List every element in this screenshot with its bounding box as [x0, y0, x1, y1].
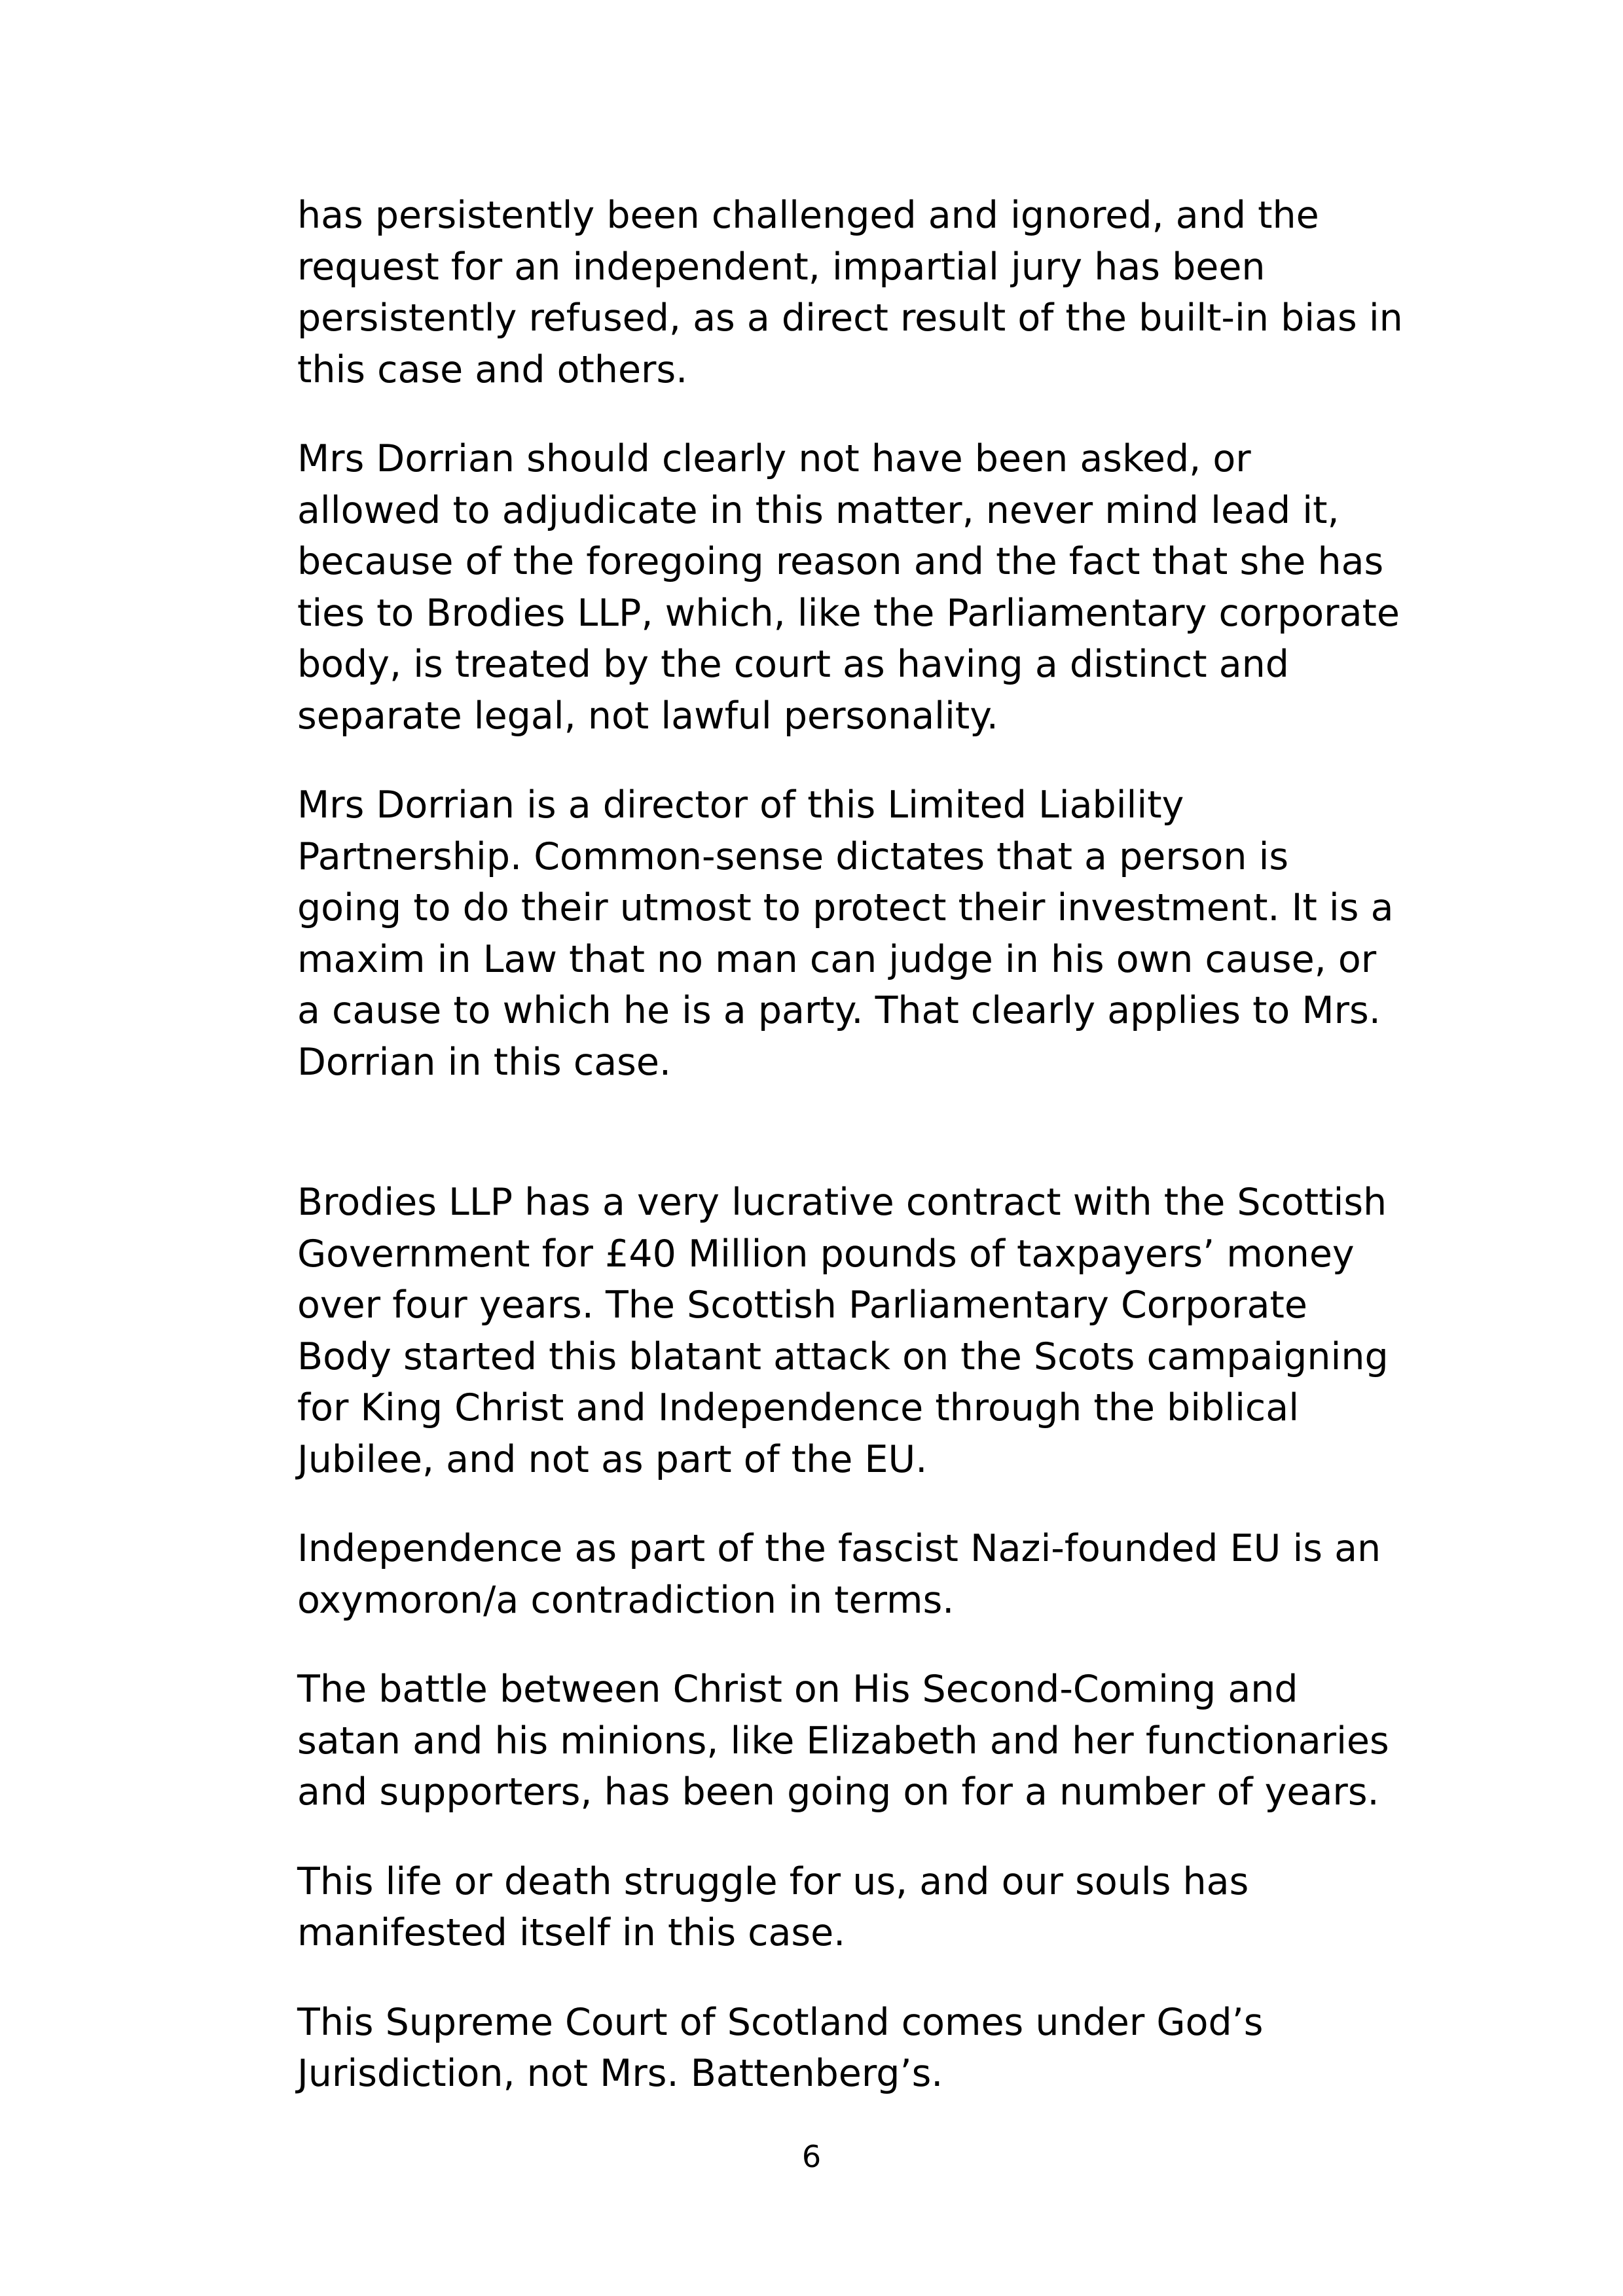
text-line: Partnership. Common-sense dictates that a person is: [297, 834, 1289, 878]
paragraph: [297, 780, 1476, 1088]
text-line: for King Christ and Independence through the biblical: [297, 1386, 1300, 1429]
text-line: satan and his minions, like Elizabeth and her functionaries: [297, 1719, 1389, 1763]
text-line: Mrs Dorrian is a director of this Limited Liability: [297, 783, 1184, 827]
page-number: 6: [801, 2139, 822, 2174]
text-line: The battle between Christ on His Second-Coming and: [297, 1668, 1298, 1711]
paragraph: [297, 1523, 1476, 1626]
text-line: and supporters, has been going on for a number of years.: [297, 1770, 1379, 1814]
text-line: Jurisdiction, not Mrs. Battenberg’s.: [297, 2052, 943, 2095]
paragraph: [297, 433, 1476, 742]
text-line: body, is treated by the court as having a distinct and: [297, 643, 1289, 686]
text-line: has persistently been challenged and ignored, and the: [297, 194, 1319, 237]
text-line: Body started this blatant attack on the Scots campaigning: [297, 1335, 1389, 1378]
text-line: Mrs Dorrian should clearly not have been asked, or: [297, 437, 1251, 480]
text-line: request for an independent, impartial jury has been: [297, 245, 1266, 289]
text-line: because of the foregoing reason and the fact that she has: [297, 540, 1384, 583]
text-line: allowed to adjudicate in this matter, never mind lead it,: [297, 488, 1340, 532]
text-line: Dorrian in this case.: [297, 1040, 672, 1084]
text-line: This life or death struggle for us, and our souls has: [297, 1859, 1249, 1903]
text-line: ties to Brodies LLP, which, like the Parliamentary corporate: [297, 591, 1400, 635]
text-line: Government for £40 Million pounds of taxpayers’ money: [297, 1232, 1355, 1276]
paragraph: [297, 1664, 1476, 1818]
paragraph: [297, 190, 1476, 395]
text-line: Independence as part of the fascist Nazi-founded EU is an: [297, 1527, 1381, 1570]
text-line: this case and others.: [297, 348, 688, 391]
paragraph: [297, 1177, 1476, 1485]
text-line: Jubilee, and not as part of the EU.: [297, 1437, 928, 1481]
text-line: separate legal, not lawful personality.: [297, 694, 998, 738]
text-line: going to do their utmost to protect their investment. It is a: [297, 886, 1394, 929]
text-line: oxymoron/a contradiction in terms.: [297, 1578, 955, 1622]
paragraph: [297, 1856, 1476, 1959]
text-line: This Supreme Court of Scotland comes under God’s: [297, 2000, 1264, 2044]
paragraph: [297, 1997, 1476, 2100]
text-line: over four years. The Scottish Parliamentary Corporate: [297, 1283, 1307, 1327]
text-line: a cause to which he is a party. That clearly applies to Mrs.: [297, 989, 1381, 1032]
text-line: Brodies LLP has a very lucrative contract with the Scottish: [297, 1181, 1387, 1224]
body-text: [297, 190, 1476, 2138]
text-line: manifested itself in this case.: [297, 1911, 846, 1954]
text-line: persistently refused, as a direct result of the built-in bias in: [297, 296, 1403, 340]
text-line: maxim in Law that no man can judge in his own cause, or: [297, 937, 1377, 981]
